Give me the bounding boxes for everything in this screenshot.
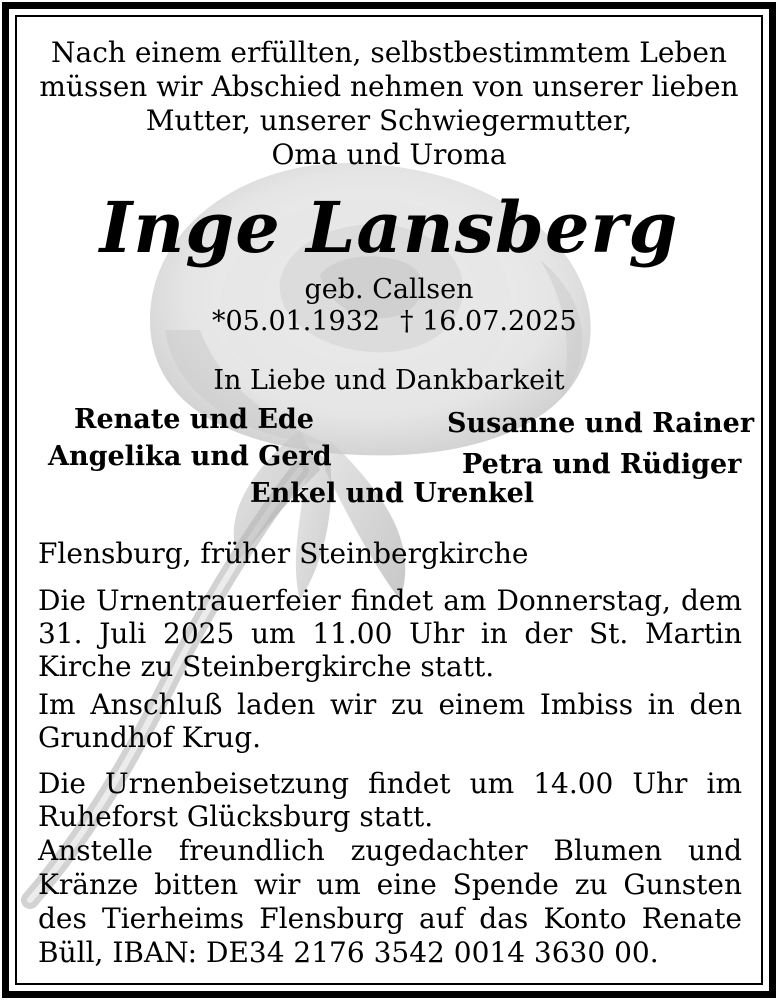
death-date: † 16.07.2025 <box>400 306 577 337</box>
deceased-name: Inge Lansberg <box>99 186 679 269</box>
ceremony-line-1: Die Urnentrauerfeier findet am Donnerstag, dem <box>38 584 742 617</box>
mourners-heading: In Liebe und Dankbarkeit <box>213 365 565 396</box>
ceremony-line-2: 31. Juli 2025 um 11.00 Uhr in der St. Martin <box>38 617 742 650</box>
reception-line-1: Im Anschluß laden wir zu einem Imbiss in den <box>38 688 742 721</box>
donation-line-3: des Tierheims Flensburg auf das Konto Renate <box>38 902 742 935</box>
mourner-left-1: Renate und Ede <box>74 404 314 435</box>
place-line: Flensburg, früher Steinbergkirche <box>38 537 529 570</box>
ceremony-line-3: Kirche zu Steinbergkirche statt. <box>38 650 495 683</box>
mourner-center: Enkel und Urenkel <box>250 478 535 509</box>
mourner-right-2: Petra und Rüdiger <box>462 449 742 480</box>
birth-date: *05.01.1932 <box>212 306 381 337</box>
maiden-name: geb. Callsen <box>304 274 474 305</box>
mourner-right-1: Susanne und Rainer <box>447 408 755 439</box>
intro-line-4: Oma und Uroma <box>271 138 507 171</box>
intro-line-1: Nach einem erfüllten, selbstbestimmtem Leben <box>51 36 727 69</box>
burial-line-2: Ruheforst Glücksburg statt. <box>38 800 434 833</box>
donation-line-2: Kränze bitten wir um eine Spende zu Gunsten <box>38 868 742 901</box>
donation-line-4: Büll, IBAN: DE34 2176 3542 0014 3630 00. <box>38 936 659 969</box>
mourner-left-2: Angelika und Gerd <box>48 441 332 472</box>
intro-line-3: Mutter, unserer Schwiegermutter, <box>145 104 633 137</box>
reception-line-2: Grundhof Krug. <box>38 721 262 754</box>
donation-line-1: Anstelle freundlich zugedachter Blumen und <box>38 834 742 867</box>
intro-line-2: müssen wir Abschied nehmen von unserer lieben <box>39 70 739 103</box>
burial-line-1: Die Urnenbeisetzung findet um 14.00 Uhr im <box>38 767 742 800</box>
